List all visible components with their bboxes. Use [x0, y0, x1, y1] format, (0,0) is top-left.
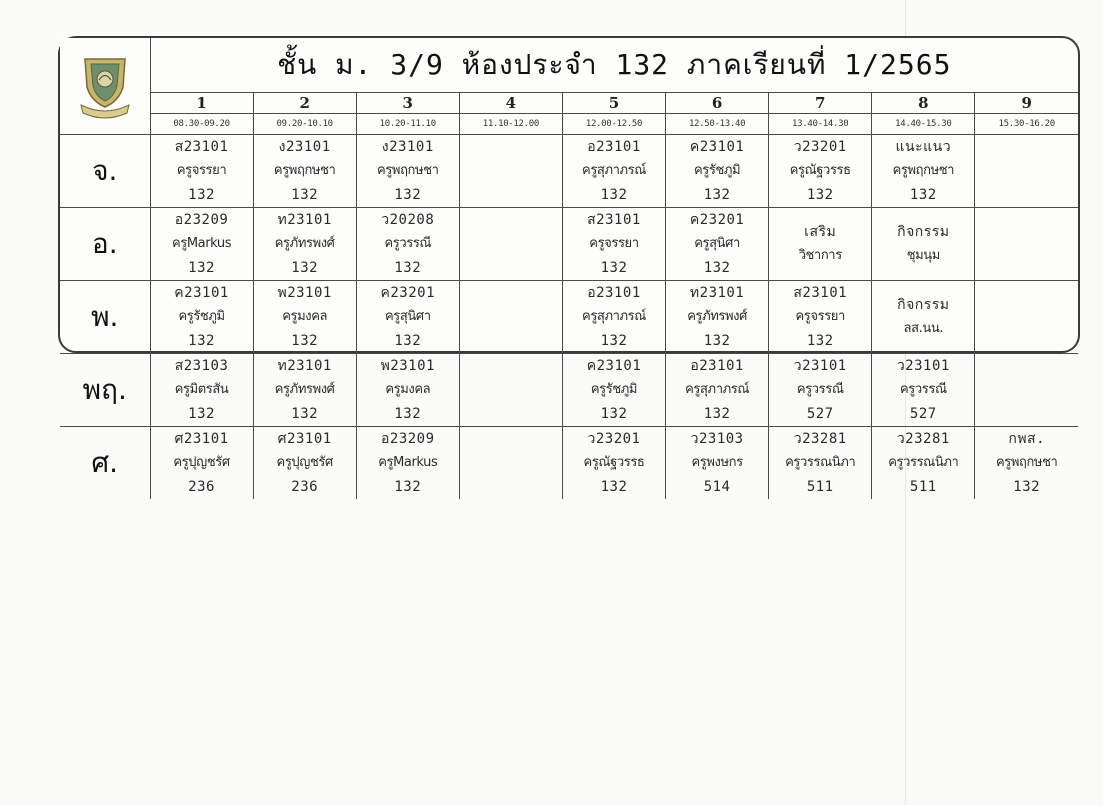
period-number-1: 1 [150, 93, 253, 114]
slot-teacher: ครูสุภาภรณ์ [582, 309, 646, 324]
slot-subject: กพส. [1008, 431, 1046, 447]
timetable-slot [769, 208, 872, 281]
slot-room: 132 [703, 260, 731, 276]
timetable-slot [769, 354, 872, 427]
timetable-slot [150, 354, 253, 427]
slot-room: 527 [909, 406, 937, 422]
slot-room: 132 [703, 406, 731, 422]
slot-teacher: ครูปุญชรัศ [173, 455, 230, 470]
slot-subject: ว23281 [896, 431, 950, 447]
timetable-slot [769, 135, 872, 208]
slot-teacher: วิชาการ [798, 248, 842, 263]
timetable-slot [872, 135, 975, 208]
timetable-slot [459, 354, 562, 427]
period-number-3: 3 [356, 93, 459, 114]
slot-room: 132 [600, 187, 628, 203]
slot-room: 132 [394, 187, 422, 203]
timetable-slot [872, 427, 975, 500]
day-row [60, 427, 1078, 500]
timetable-slot [253, 354, 356, 427]
timetable-slot [253, 427, 356, 500]
slot-subject: พ23101 [277, 285, 332, 301]
school-crest-icon [77, 53, 133, 119]
slot-teacher: ครูพฤกษชา [377, 163, 439, 178]
slot-subject: แนะแนว [895, 139, 952, 155]
timetable-slot [975, 208, 1078, 281]
slot-room: 132 [291, 187, 319, 203]
slot-room: 132 [806, 187, 834, 203]
slot-subject: ศ23101 [174, 431, 229, 447]
slot-room: 236 [188, 479, 215, 495]
slot-teacher: ครูจรรยา [176, 163, 227, 178]
slot-teacher: ครูMarkus [378, 455, 438, 470]
slot-subject: ว23101 [896, 358, 950, 374]
slot-subject: ส23101 [587, 212, 641, 228]
period-time-3: 10.20-11.10 [356, 114, 459, 135]
school-logo [60, 38, 150, 135]
slot-teacher: ครูวรรณี [900, 382, 947, 397]
timetable-slot [253, 208, 356, 281]
timetable-slot [459, 208, 562, 281]
slot-room: 511 [909, 479, 937, 495]
slot-subject: ส23101 [793, 285, 848, 301]
slot-teacher: ครูณัฐวรรธ [583, 455, 645, 470]
slot-teacher: ครูมงคล [282, 309, 328, 324]
slot-room: 511 [806, 479, 834, 495]
slot-subject: กิจกรรม [897, 297, 950, 313]
slot-teacher: ครูภัทรพงศ์ [274, 236, 335, 251]
slot-teacher: ครูสุภาภรณ์ [582, 163, 646, 178]
period-number-5: 5 [562, 93, 665, 114]
slot-teacher: ครูสุนิศา [694, 236, 740, 251]
slot-subject: ว23281 [793, 431, 847, 447]
slot-teacher: ครูMarkus [171, 236, 232, 251]
timetable-slot [666, 281, 769, 354]
slot-teacher: ครูพฤกษชา [273, 163, 336, 178]
slot-room: 527 [806, 406, 834, 422]
slot-room: 132 [188, 406, 215, 422]
slot-subject: ค23101 [586, 358, 642, 374]
timetable-slot [975, 135, 1078, 208]
slot-subject: ท23101 [689, 285, 745, 301]
slot-subject: ว23201 [587, 431, 641, 447]
timetable-slot [975, 281, 1078, 354]
timetable-slot [150, 427, 253, 500]
period-time-6: 12.50-13.40 [666, 114, 769, 135]
slot-teacher: ครูจรรยา [795, 309, 845, 324]
timetable-slot [975, 427, 1078, 500]
slot-teacher: ครูสุภาภรณ์ [685, 382, 750, 397]
slot-subject: กิจกรรม [897, 224, 950, 240]
timetable-slot [872, 281, 975, 354]
slot-subject: ส23103 [174, 358, 229, 374]
slot-subject: ว23103 [690, 431, 744, 447]
slot-teacher: ครูจรรยา [589, 236, 639, 251]
slot-room: 132 [600, 479, 628, 495]
slot-room: 132 [703, 333, 731, 349]
slot-subject: ท23101 [277, 212, 332, 228]
day-row [60, 354, 1078, 427]
slot-room: 132 [600, 406, 628, 422]
period-time-7: 13.40-14.30 [769, 114, 872, 135]
slot-teacher: ครูรัชภูมิ [590, 382, 638, 397]
period-number-7: 7 [769, 93, 872, 114]
timetable-slot [253, 281, 356, 354]
timetable-slot [356, 427, 459, 500]
slot-subject: อ23101 [587, 139, 641, 155]
day-label: จ. [60, 135, 150, 208]
slot-room: 236 [291, 479, 319, 495]
period-number-9: 9 [975, 93, 1078, 114]
period-number-4: 4 [459, 93, 562, 114]
period-time-8: 14.40-15.30 [872, 114, 975, 135]
slot-subject: ค23101 [174, 285, 229, 301]
period-time-9: 15.30-16.20 [975, 114, 1078, 135]
slot-teacher: ครูวรรณนิภา [785, 455, 856, 470]
timetable-slot [872, 208, 975, 281]
slot-teacher: ครูรัชภูมิ [178, 309, 225, 324]
slot-subject: อ23209 [174, 212, 229, 228]
timetable-slot [356, 354, 459, 427]
slot-room: 132 [909, 187, 937, 203]
slot-subject: ส23101 [174, 139, 229, 155]
timetable-slot [562, 208, 665, 281]
page-title: ชั้น ม. 3/9 ห้องประจำ 132 ภาคเรียนที่ 1/2565 [150, 38, 1078, 93]
slot-subject: อ23101 [587, 285, 641, 301]
timetable-sheet [58, 36, 1080, 495]
slot-subject: ค23101 [689, 139, 745, 155]
slot-teacher: ชุมนุม [906, 248, 940, 263]
slot-subject: ว20208 [381, 212, 435, 228]
slot-room: 132 [291, 333, 319, 349]
timetable-slot [975, 354, 1078, 427]
timetable-slot [666, 135, 769, 208]
timetable-slot [666, 354, 769, 427]
day-label: ศ. [60, 427, 150, 500]
period-number-6: 6 [666, 93, 769, 114]
timetable-slot [562, 281, 665, 354]
slot-teacher: ครูสุนิศา [384, 309, 431, 324]
day-label: อ. [60, 208, 150, 281]
slot-room: 132 [291, 406, 319, 422]
day-label: พ. [60, 281, 150, 354]
slot-room: 132 [394, 260, 422, 276]
timetable-slot [356, 135, 459, 208]
period-number-2: 2 [253, 93, 356, 114]
timetable-slot [769, 281, 872, 354]
timetable [60, 38, 1078, 499]
day-row [60, 135, 1078, 208]
period-time-2: 09.20-10.10 [253, 114, 356, 135]
slot-room: 132 [394, 479, 422, 495]
slot-teacher: ครูรัชภูมิ [693, 163, 741, 178]
timetable-slot [150, 135, 253, 208]
slot-subject: ค23201 [380, 285, 436, 301]
slot-subject: ง23101 [278, 139, 331, 155]
period-time-1: 08.30-09.20 [150, 114, 253, 135]
slot-teacher: ครูพงษกร [691, 455, 743, 470]
timetable-slot [459, 135, 562, 208]
day-row [60, 281, 1078, 354]
slot-subject: พ23101 [380, 358, 435, 374]
slot-teacher: ครูวรรณี [384, 236, 432, 251]
timetable-slot [872, 354, 975, 427]
slot-teacher: ครูวรรณนิภา [888, 455, 959, 470]
slot-room: 132 [188, 187, 215, 203]
slot-subject: ท23101 [277, 358, 332, 374]
slot-subject: ว23201 [793, 139, 847, 155]
slot-subject: อ23209 [380, 431, 435, 447]
slot-teacher: ครูณัฐวรรธ [789, 163, 851, 178]
slot-subject: ว23101 [793, 358, 847, 374]
slot-teacher: ครูภัทรพงศ์ [274, 382, 335, 397]
slot-teacher: ครูพฤกษชา [995, 455, 1058, 470]
timetable-slot [562, 354, 665, 427]
slot-room: 514 [703, 479, 731, 495]
slot-subject: อ23101 [690, 358, 744, 374]
slot-teacher: ครูวรรณี [796, 382, 844, 397]
timetable-slot [459, 281, 562, 354]
slot-subject: ศ23101 [277, 431, 332, 447]
slot-subject: เสริม [804, 224, 837, 240]
timetable-slot [253, 135, 356, 208]
slot-subject: ง23101 [381, 139, 434, 155]
slot-room: 132 [188, 260, 215, 276]
slot-teacher: ลส.นน. [903, 321, 944, 336]
timetable-slot [356, 208, 459, 281]
slot-room: 132 [806, 333, 834, 349]
slot-room: 132 [703, 187, 731, 203]
slot-room: 132 [600, 333, 628, 349]
slot-room: 132 [291, 260, 319, 276]
timetable-slot [666, 208, 769, 281]
slot-room: 132 [394, 406, 422, 422]
timetable-slot [769, 427, 872, 500]
slot-room: 132 [188, 333, 215, 349]
timetable-slot [562, 427, 665, 500]
timetable-slot [459, 427, 562, 500]
timetable-slot [150, 208, 253, 281]
slot-subject: ค23201 [689, 212, 745, 228]
slot-room: 132 [394, 333, 422, 349]
timetable-slot [150, 281, 253, 354]
timetable-slot [562, 135, 665, 208]
slot-teacher: ครูมิตรสัน [174, 382, 229, 397]
timetable-slot [356, 281, 459, 354]
slot-teacher: ครูมงคล [385, 382, 431, 397]
day-row [60, 208, 1078, 281]
slot-room: 132 [1013, 479, 1041, 495]
period-time-4: 11.10-12.00 [459, 114, 562, 135]
timetable-slot [666, 427, 769, 500]
slot-teacher: ครูพฤกษชา [892, 163, 955, 178]
slot-teacher: ครูปุญชรัศ [276, 455, 333, 470]
period-number-8: 8 [872, 93, 975, 114]
period-time-5: 12.00-12.50 [562, 114, 665, 135]
slot-teacher: ครูภัทรพงศ์ [687, 309, 747, 324]
day-label: พฤ. [60, 354, 150, 427]
slot-room: 132 [600, 260, 628, 276]
